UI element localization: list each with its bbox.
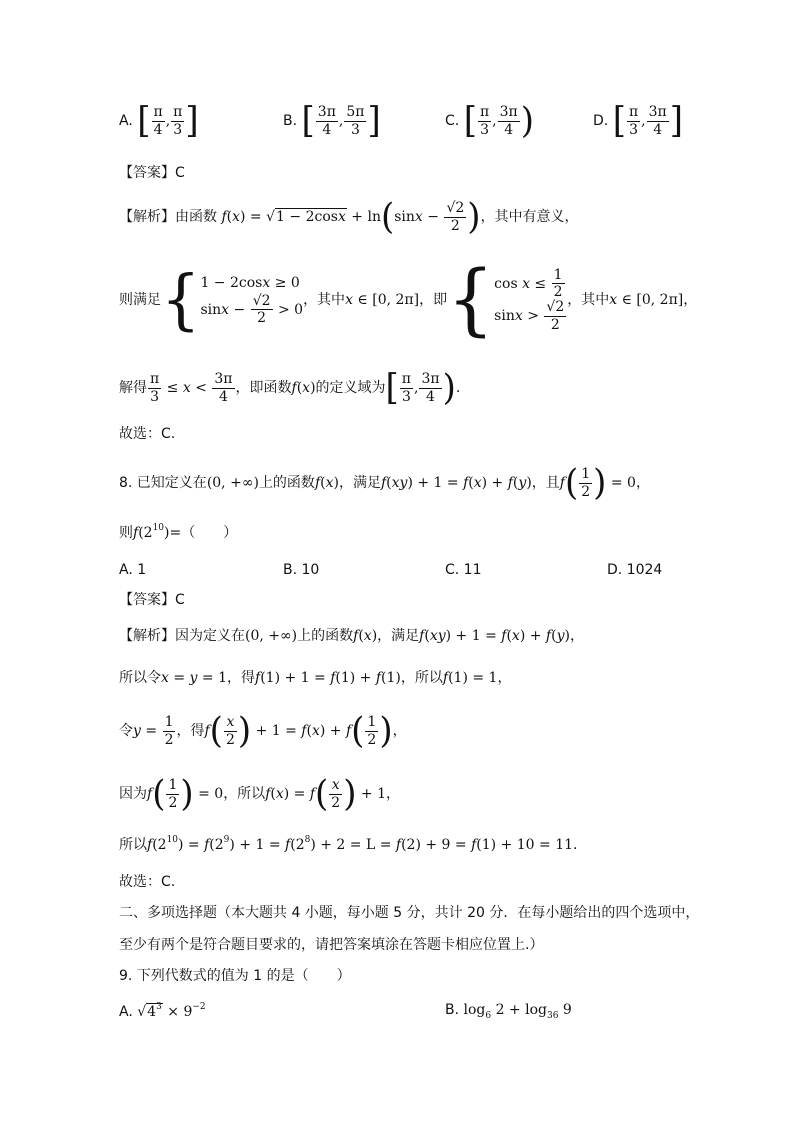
section2-heading-line2: 至少有两个是符合题目要求的，请把答案填涂在答题卡相应位置上.） <box>119 937 544 953</box>
q8-stem-line1: 8. 已知定义在(0, +∞)上的函数f(x)，满足f(xy) + 1 = f(x) + f(y)，且f( $\frac{1}{2}$ ) = 0， <box>119 462 650 504</box>
q8-stem-line2: 则$f(2^{10})=$（ ） <box>119 523 238 541</box>
q8-option-a[interactable]: A. 1 <box>119 562 147 578</box>
q7-option-b[interactable]: B. [ $\frac{3\pi}{4}$ , $\frac{5\pi}{3}$ ] <box>283 100 381 142</box>
q8-analysis-line2: 所以令x = y = 1，得f(1) + 1 = f(1) + f(1)，所以f(1) = 1， <box>119 670 512 686</box>
q8-option-b[interactable]: B. 10 <box>283 562 320 578</box>
q8-option-c[interactable]: C. 11 <box>445 562 482 578</box>
q9-stem: 9. 下列代数式的值为 1 的是（ ） <box>119 968 351 984</box>
q7-option-c[interactable]: C. [ $\frac{\pi}{3}$ , $\frac{3\pi}{4}$ ) <box>445 100 534 142</box>
q8-analysis-line3: 令y = $\frac{1}{2}$ ，得f( $\frac{x}{2}$ ) + 1 = f(x) + f( $\frac{1}{2}$ )， <box>119 710 407 752</box>
q7-conclusion: 故选：C. <box>119 426 176 442</box>
q8-analysis-line4: 因为f( $\frac{1}{2}$ ) = 0，所以f(x) = f( $\frac{x}{2}$ ) + 1， <box>119 773 401 815</box>
q8-answer: 【答案】C <box>119 592 185 608</box>
q8-conclusion: 故选：C. <box>119 874 176 890</box>
q9-option-a[interactable]: A. $√4^3 \times 9^{-2}$ <box>119 1002 206 1020</box>
q9-option-b[interactable]: B. $\log_6 2 + \log_{36} 9$ <box>445 1002 572 1021</box>
q7-option-d[interactable]: D. [ $\frac{\pi}{3}$ , $\frac{3\pi}{4}$ ] <box>593 100 683 142</box>
q7-analysis-line3: 解得 $\frac{\pi}{3}$ ≤ x < $\frac{3\pi}{4}$ ，即函数f(x)的定义域为[ $\frac{\pi}{3}$ , $\frac{3\pi}{4}$ ). <box>119 367 461 409</box>
q8-option-d[interactable]: D. 1024 <box>607 562 663 578</box>
section2-heading-line1: 二、多项选择题（本大题共 4 小题，每小题 5 分，共计 20 分．在每小题给出的四个选项中， <box>119 905 700 921</box>
q7-option-a[interactable]: A. [ $\frac{\pi}{4}$ , $\frac{\pi}{3}$ ] <box>119 100 199 142</box>
q8-analysis-line1: 【解析】因为定义在(0, +∞)上的函数f(x)，满足f(xy) + 1 = f(x) + f(y)， <box>119 628 584 644</box>
q7-answer: 【答案】C <box>119 165 185 181</box>
q7-analysis-line1: 【解析】由函数 f(x) = √1 − 2cosx + ln(sinx − $\frac{√2}{2}$ )，其中有意义， <box>119 196 579 238</box>
q8-analysis-line5: 所以$f(2^{10}) = f(2^9) + 1 = f(2^8) + 2 = L = f(2) + 9 = f(1) + 10 = 11$. <box>119 835 578 853</box>
q7-analysis-line2: 则满足{ 1 − 2cosx ≥ 0 sinx − $\frac{√2}{2}$ > 0 ，其中x ∈ [0, 2π]，即{ cos x ≤ $\frac{1}{2}$ sinx > $\frac{√2}{2}$ ，其中x ∈ [0, 2π]， <box>119 254 698 346</box>
